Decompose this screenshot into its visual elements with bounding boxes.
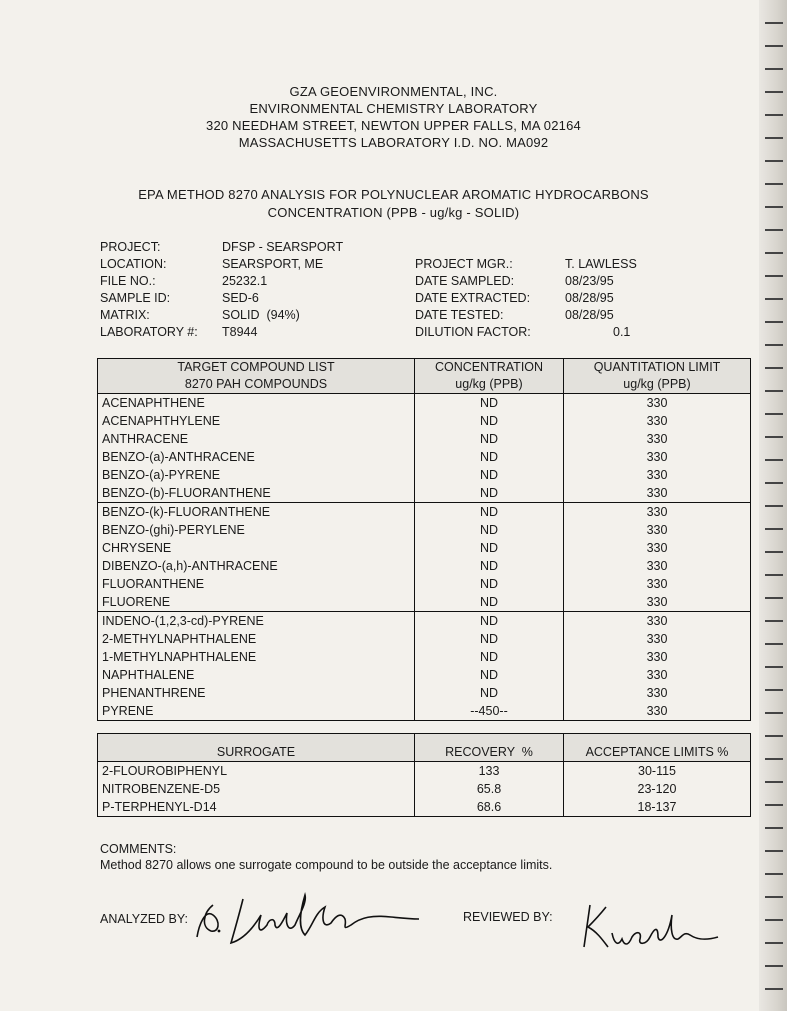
notebook-binding-edge: [759, 0, 787, 1011]
binding-ring: [765, 413, 783, 415]
info-value-project-mgr: T. LAWLESS: [565, 257, 637, 271]
reviewer-signature-image: [578, 895, 728, 955]
method-subtitle: CONCENTRATION (PPB - ug/kg - SOLID): [267, 205, 520, 220]
binding-ring: [765, 620, 783, 622]
compound-quantitation-limit: 330: [564, 503, 751, 522]
compound-concentration: ND: [415, 648, 564, 666]
table-row: [98, 798, 751, 817]
binding-ring: [765, 344, 783, 346]
compound-name: DIBENZO-(a,h)-ANTHRACENE: [98, 557, 415, 575]
surrogate-header-spacer-1: [98, 734, 415, 745]
compound-name: PHENANTHRENE: [98, 684, 415, 702]
surrogate-recovery: 133: [415, 762, 564, 781]
table-row: [98, 612, 751, 631]
compound-concentration: ND: [415, 575, 564, 593]
reviewed-by-label: REVIEWED BY:: [463, 910, 553, 924]
binding-ring: [765, 68, 783, 70]
compound-quantitation-limit: 330: [564, 612, 751, 631]
binding-ring: [765, 597, 783, 599]
compound-concentration: ND: [415, 593, 564, 612]
binding-ring: [765, 574, 783, 576]
info-label-date-extracted: DATE EXTRACTED:: [415, 291, 531, 305]
table-row: [98, 448, 751, 466]
header-compound-list: TARGET COMPOUND LIST: [98, 359, 415, 377]
compound-concentration: ND: [415, 539, 564, 557]
info-label-location: LOCATION:: [100, 257, 167, 271]
table-row: [98, 648, 751, 666]
table-row: [98, 484, 751, 503]
surrogate-header-spacer-2: [415, 734, 564, 745]
binding-ring: [765, 459, 783, 461]
compound-name: PYRENE: [98, 702, 415, 721]
compound-name: FLUORANTHENE: [98, 575, 415, 593]
compound-concentration: ND: [415, 394, 564, 413]
info-value-dilution-factor: 0.1: [613, 325, 631, 339]
info-label-matrix: MATRIX:: [100, 308, 150, 322]
table-row: [98, 394, 751, 413]
compound-concentration: --450--: [415, 702, 564, 721]
header-concentration: CONCENTRATION: [415, 359, 564, 377]
info-label-file-no: FILE NO.:: [100, 274, 156, 288]
table-row: [98, 684, 751, 702]
comments-label: COMMENTS:: [100, 842, 177, 856]
table-row: [98, 575, 751, 593]
compound-table: [97, 358, 751, 721]
binding-ring: [765, 321, 783, 323]
compound-quantitation-limit: 330: [564, 484, 751, 503]
compound-name: ACENAPHTHENE: [98, 394, 415, 413]
binding-ring: [765, 275, 783, 277]
table-row: [98, 780, 751, 798]
binding-ring: [765, 298, 783, 300]
compound-concentration: ND: [415, 412, 564, 430]
compound-name: BENZO-(k)-FLUORANTHENE: [98, 503, 415, 522]
binding-ring: [765, 942, 783, 944]
compound-concentration: ND: [415, 466, 564, 484]
binding-ring: [765, 551, 783, 553]
binding-ring: [765, 22, 783, 24]
info-value-project: DFSP - SEARSPORT: [222, 240, 344, 254]
binding-ring: [765, 804, 783, 806]
compound-name: NAPHTHALENE: [98, 666, 415, 684]
header-concentration-units: ug/kg (PPB): [415, 376, 564, 394]
binding-ring: [765, 390, 783, 392]
binding-ring: [765, 827, 783, 829]
binding-ring: [765, 229, 783, 231]
binding-ring: [765, 160, 783, 162]
info-label-sample-id: SAMPLE ID:: [100, 291, 171, 305]
compound-quantitation-limit: 330: [564, 575, 751, 593]
surrogate-acceptance-limits: 18-137: [564, 798, 751, 817]
compound-concentration: ND: [415, 521, 564, 539]
binding-ring: [765, 482, 783, 484]
compound-name: FLUORENE: [98, 593, 415, 612]
lab-id: MASSACHUSETTS LABORATORY I.D. NO. MA092: [238, 135, 549, 150]
binding-ring: [765, 896, 783, 898]
analyzed-by-label: ANALYZED BY:: [100, 912, 188, 926]
info-value-date-tested: 08/28/95: [565, 308, 614, 322]
compound-quantitation-limit: 330: [564, 557, 751, 575]
compound-name: BENZO-(a)-ANTHRACENE: [98, 448, 415, 466]
compound-quantitation-limit: 330: [564, 666, 751, 684]
method-title: EPA METHOD 8270 ANALYSIS FOR POLYNUCLEAR AROMATIC HYDROCARBONS: [138, 187, 649, 202]
compound-concentration: ND: [415, 430, 564, 448]
compound-concentration: ND: [415, 612, 564, 631]
compound-concentration: ND: [415, 666, 564, 684]
compound-quantitation-limit: 330: [564, 593, 751, 612]
table-row: [98, 466, 751, 484]
binding-ring: [765, 643, 783, 645]
compound-quantitation-limit: 330: [564, 630, 751, 648]
info-label-project-mgr: PROJECT MGR.:: [415, 257, 513, 271]
compound-quantitation-limit: 330: [564, 412, 751, 430]
info-value-date-extracted: 08/28/95: [565, 291, 614, 305]
compound-concentration: ND: [415, 484, 564, 503]
compound-concentration: ND: [415, 684, 564, 702]
info-value-location: SEARSPORT, ME: [222, 257, 324, 271]
binding-ring: [765, 689, 783, 691]
binding-ring: [765, 45, 783, 47]
lab-name: GZA GEOENVIRONMENTAL, INC.: [289, 84, 498, 99]
surrogate-table: [97, 733, 751, 817]
header-surrogate: SURROGATE: [98, 744, 415, 762]
compound-name: ACENAPHTHYLENE: [98, 412, 415, 430]
analyst-signature-image: [195, 885, 425, 955]
header-limit-units: ug/kg (PPB): [564, 376, 751, 394]
compound-quantitation-limit: 330: [564, 430, 751, 448]
info-value-file-no: 25232.1: [222, 274, 268, 288]
header-quantitation-limit: QUANTITATION LIMIT: [564, 359, 751, 377]
table-row: [98, 702, 751, 721]
info-label-project: PROJECT:: [100, 240, 161, 254]
binding-ring: [765, 850, 783, 852]
surrogate-name: P-TERPHENYL-D14: [98, 798, 415, 817]
surrogate-acceptance-limits: 30-115: [564, 762, 751, 781]
surrogate-header-spacer-3: [564, 734, 751, 745]
header-acceptance-limits: ACCEPTANCE LIMITS %: [564, 744, 751, 762]
compound-quantitation-limit: 330: [564, 448, 751, 466]
table-row: [98, 762, 751, 781]
binding-ring: [765, 965, 783, 967]
binding-ring: [765, 712, 783, 714]
header-pah-compounds: 8270 PAH COMPOUNDS: [98, 376, 415, 394]
compound-name: 2-METHYLNAPHTHALENE: [98, 630, 415, 648]
compound-quantitation-limit: 330: [564, 648, 751, 666]
compound-concentration: ND: [415, 557, 564, 575]
info-value-sample-id: SED-6: [222, 291, 259, 305]
binding-ring: [765, 367, 783, 369]
compound-quantitation-limit: 330: [564, 521, 751, 539]
compound-name: ANTHRACENE: [98, 430, 415, 448]
surrogate-recovery: 68.6: [415, 798, 564, 817]
binding-ring: [765, 758, 783, 760]
compound-name: INDENO-(1,2,3-cd)-PYRENE: [98, 612, 415, 631]
header-recovery: RECOVERY %: [415, 744, 564, 762]
binding-ring: [765, 436, 783, 438]
compound-name: BENZO-(a)-PYRENE: [98, 466, 415, 484]
info-label-date-tested: DATE TESTED:: [415, 308, 504, 322]
comments-text: Method 8270 allows one surrogate compound to be outside the acceptance limits.: [100, 858, 553, 872]
table-row: [98, 503, 751, 522]
binding-ring: [765, 505, 783, 507]
info-value-laboratory-no: T8944: [222, 325, 258, 339]
table-row: [98, 630, 751, 648]
compound-quantitation-limit: 330: [564, 539, 751, 557]
table-row: [98, 666, 751, 684]
info-label-laboratory-no: LABORATORY #:: [100, 325, 198, 339]
info-value-matrix: SOLID (94%): [222, 308, 300, 322]
binding-ring: [765, 666, 783, 668]
surrogate-name: NITROBENZENE-D5: [98, 780, 415, 798]
surrogate-recovery: 65.8: [415, 780, 564, 798]
table-row: [98, 593, 751, 612]
compound-name: BENZO-(ghi)-PERYLENE: [98, 521, 415, 539]
binding-ring: [765, 873, 783, 875]
binding-ring: [765, 919, 783, 921]
table-row: [98, 521, 751, 539]
lab-address: 320 NEEDHAM STREET, NEWTON UPPER FALLS, MA 02164: [206, 118, 581, 133]
binding-ring: [765, 252, 783, 254]
compound-quantitation-limit: 330: [564, 394, 751, 413]
info-label-date-sampled: DATE SAMPLED:: [415, 274, 515, 288]
info-value-date-sampled: 08/23/95: [565, 274, 614, 288]
compound-name: BENZO-(b)-FLUORANTHENE: [98, 484, 415, 503]
compound-quantitation-limit: 330: [564, 702, 751, 721]
binding-ring: [765, 781, 783, 783]
compound-concentration: ND: [415, 503, 564, 522]
surrogate-name: 2-FLOUROBIPHENYL: [98, 762, 415, 781]
info-label-dilution-factor: DILUTION FACTOR:: [415, 325, 531, 339]
compound-concentration: ND: [415, 630, 564, 648]
binding-ring: [765, 988, 783, 990]
compound-name: CHRYSENE: [98, 539, 415, 557]
binding-ring: [765, 183, 783, 185]
compound-quantitation-limit: 330: [564, 466, 751, 484]
compound-name: 1-METHYLNAPHTHALENE: [98, 648, 415, 666]
compound-concentration: ND: [415, 448, 564, 466]
binding-ring: [765, 735, 783, 737]
surrogate-acceptance-limits: 23-120: [564, 780, 751, 798]
table-row: [98, 557, 751, 575]
compound-quantitation-limit: 330: [564, 684, 751, 702]
binding-ring: [765, 528, 783, 530]
table-row: [98, 412, 751, 430]
table-row: [98, 430, 751, 448]
table-row: [98, 539, 751, 557]
lab-department: ENVIRONMENTAL CHEMISTRY LABORATORY: [249, 101, 538, 116]
